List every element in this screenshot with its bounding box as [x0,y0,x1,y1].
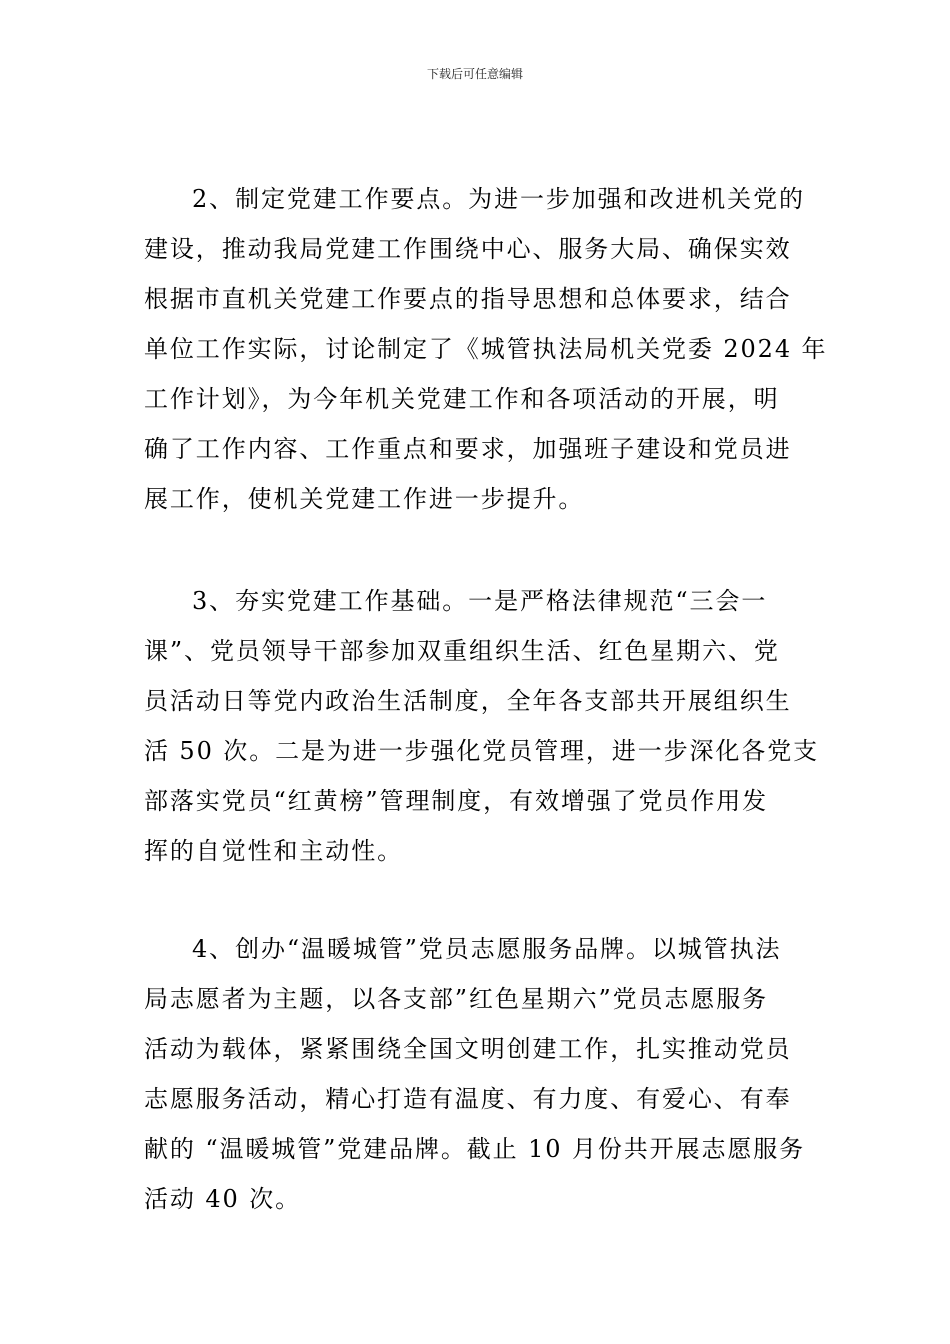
paragraph-party-building-foundation [144,576,819,876]
paragraph-party-building-key-points [144,174,828,524]
paragraph-line: 课”、党员领导干部参加双重组织生活、红色星期六、党 [144,637,780,665]
paragraph-line: 志愿服务活动，精心打造有温度、有力度、有爱心、有奉 [144,1085,792,1113]
paragraph-line: 挥的自觉性和主动性。 [144,837,403,865]
paragraph-line: 3、夯实党建工作基础。一是严格法律规范“三会一 [192,587,768,615]
paragraph-line: 单位工作实际，讨论制定了《城管执法局机关党委 2024 年 [144,335,828,363]
paragraph-line: 部落实党员“红黄榜”管理制度，有效增强了党员作用发 [144,787,769,815]
paragraph-line: 局志愿者为主题，以各支部”红色星期六”党员志愿服务 [144,985,769,1013]
paragraph-volunteer-service-brand [144,924,808,1224]
paragraph-line: 活动 40 次。 [144,1185,301,1213]
paragraph-line: 4、创办“温暖城管”党员志愿服务品牌。以城管执法 [192,935,782,963]
paragraph-line: 确了工作内容、工作重点和要求，加强班子建设和党员进 [144,435,792,463]
paragraph-line: 2、制定党建工作要点。为进一步加强和改进机关党的 [192,185,805,213]
paragraph-line: 展工作，使机关党建工作进一步提升。 [144,485,585,513]
page-header: 下载后可任意编辑 [426,67,523,81]
paragraph-line: 建设，推动我局党建工作围绕中心、服务大局、确保实效 [144,235,792,263]
paragraph-line: 工作计划》，为今年机关党建工作和各项活动的开展，明 [144,385,780,413]
paragraph-line: 献的 “温暖城管”党建品牌。截止 10 月份共开展志愿服务 [144,1135,806,1163]
paragraph-line: 根据市直机关党建工作要点的指导思想和总体要求，结合 [144,285,792,313]
paragraph-line: 活 50 次。二是为进一步强化党员管理，进一步深化各党支 [144,737,819,765]
paragraph-line: 活动为载体，紧紧围绕全国文明创建工作，扎实推动党员 [144,1035,792,1063]
paragraph-line: 员活动日等党内政治生活制度，全年各支部共开展组织生 [144,687,792,715]
